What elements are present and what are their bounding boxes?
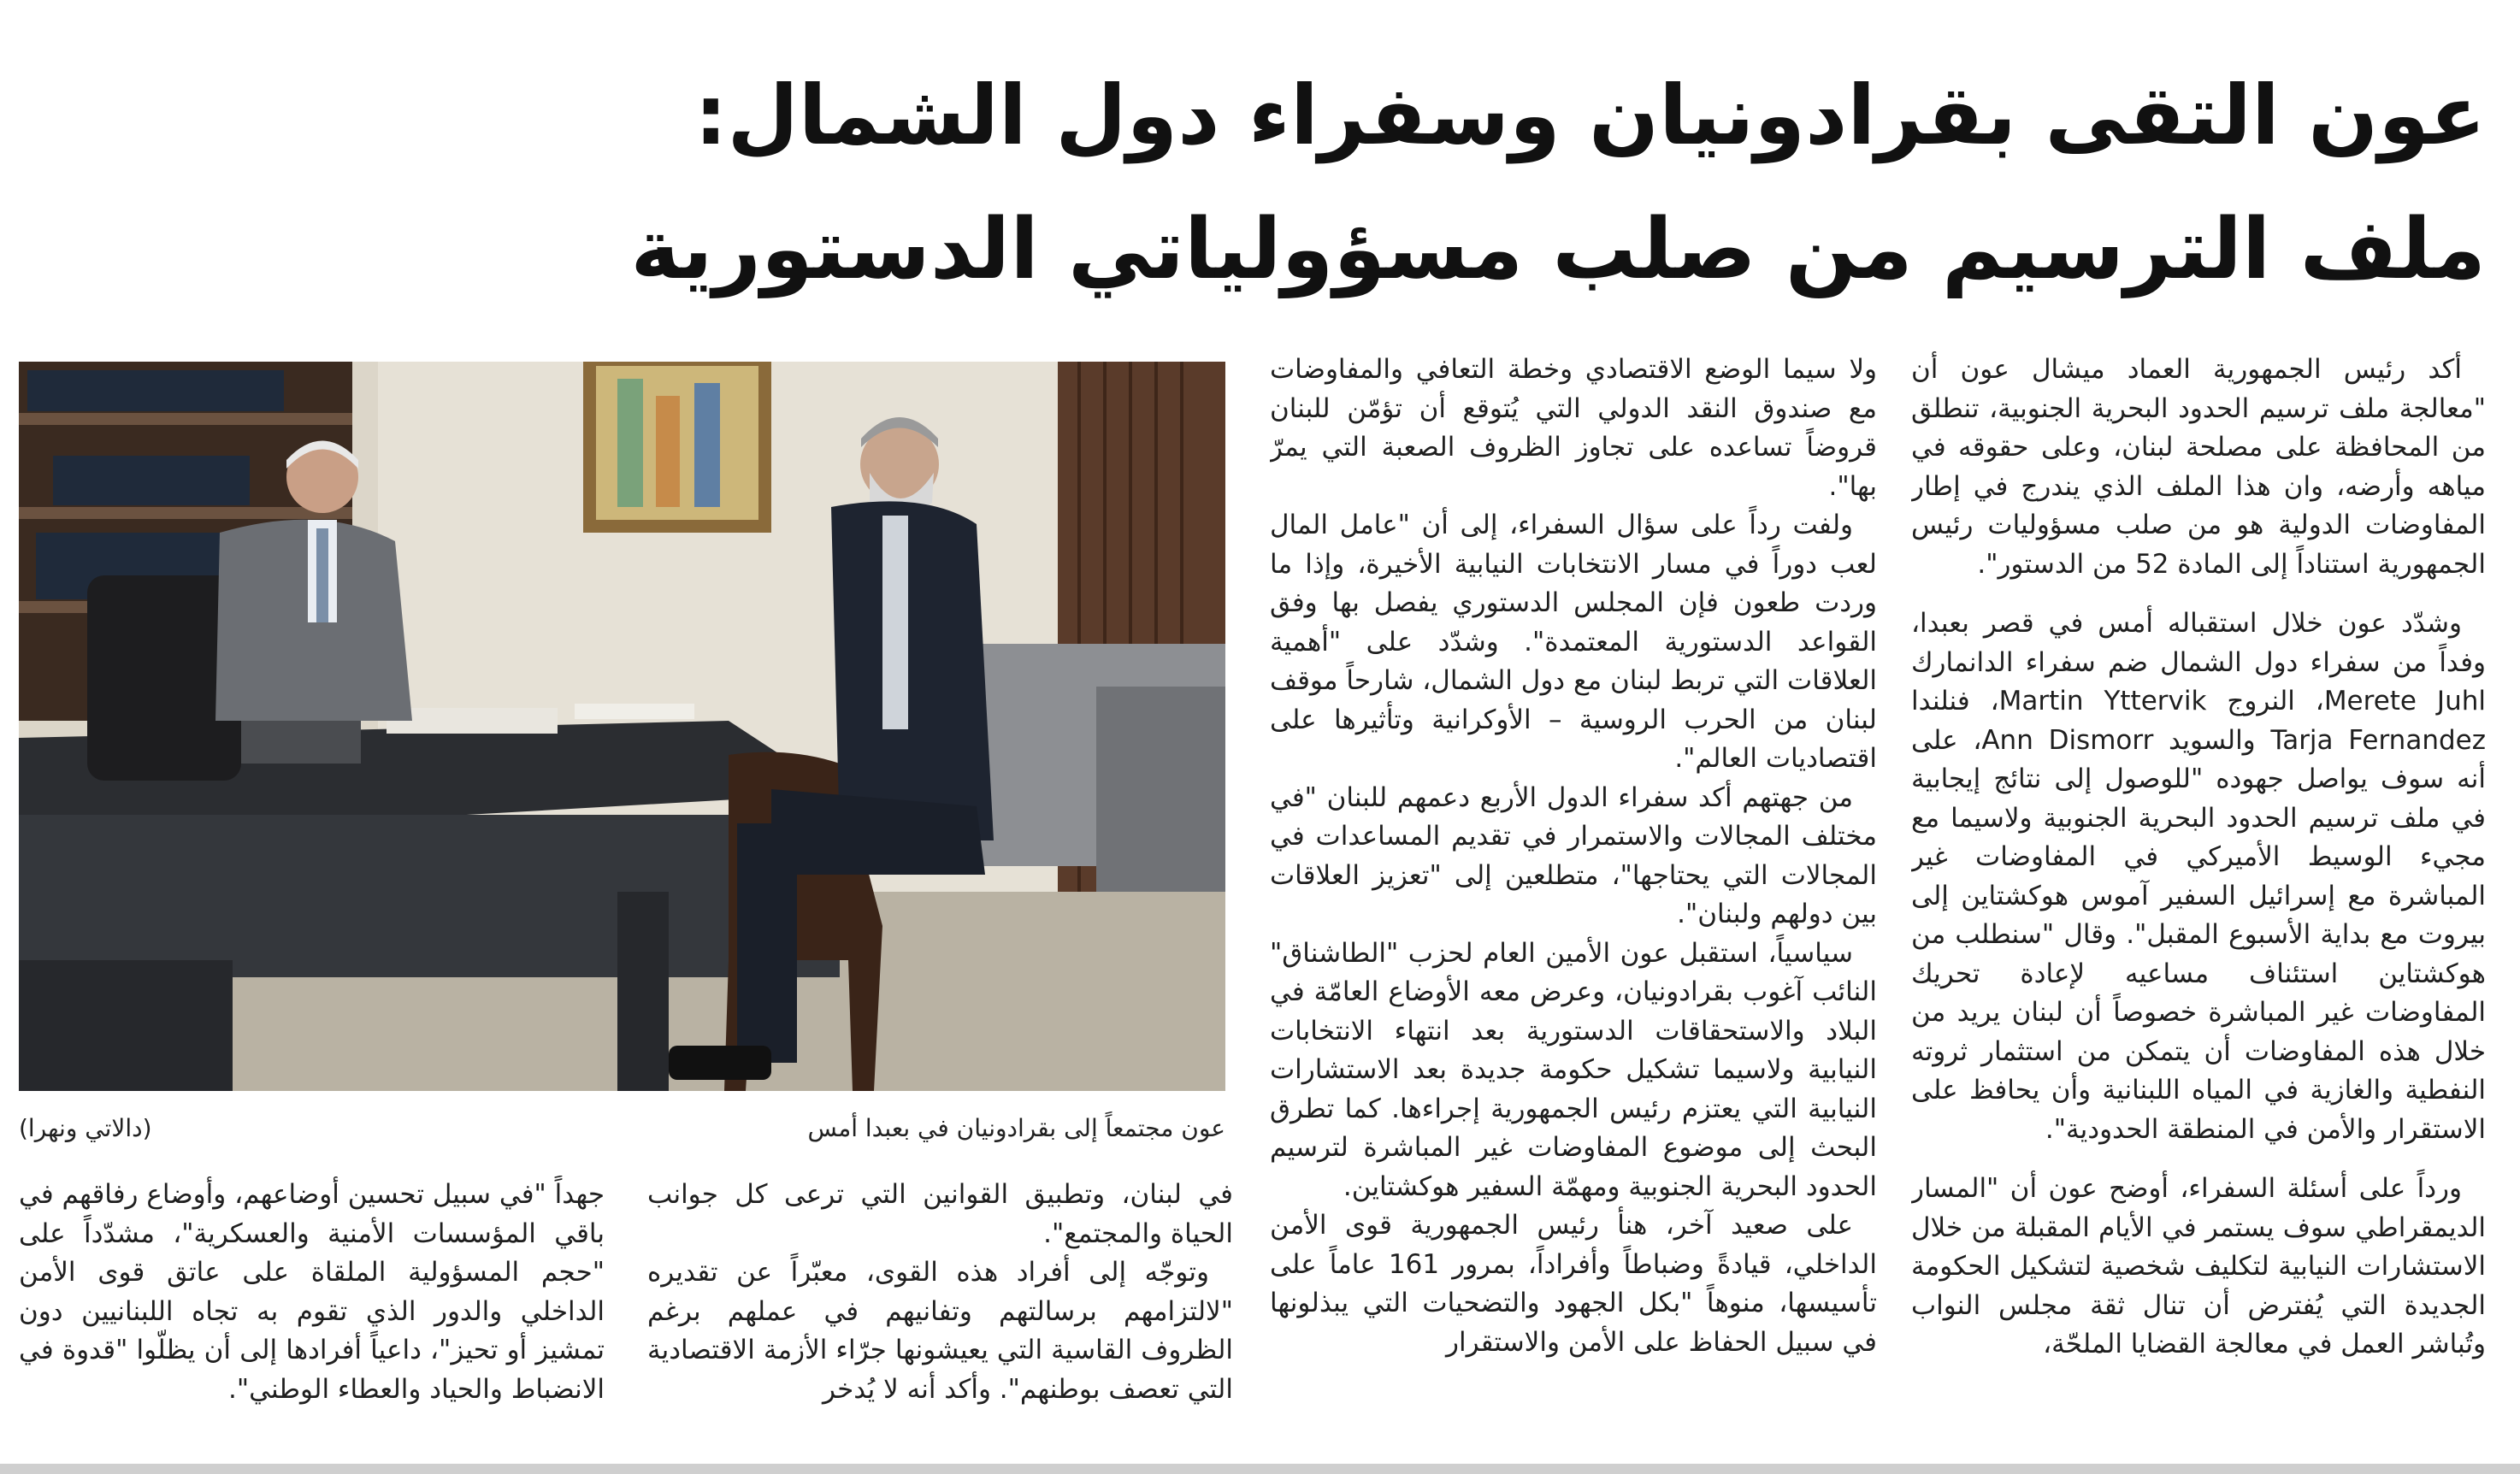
headline-line-2: ملف الترسيم من صلب مسؤولياتي الدستورية xyxy=(630,201,2486,298)
paragraph: سياسياً، استقبل عون الأمين العام لحزب "الطاشناق" النائب آغوب بقرادونيان، وعرض معه الأوضاع العامّة في البلاد والاستحقاقات الدستورية بعد انتهاء الانتخابات النيابية ولاسيما تشكيل حكومة جديدة بعد الاستشارات النيابية التي يعتزم رئيس الجمهورية إجراءها. كما تطرق البحث إلى موضوع المفاوضات غير المباشرة لترسيم الحدود البحرية الجنوبية ومهمّة السفير هوكشتاين. xyxy=(1270,937,1877,1202)
paragraph: في لبنان، وتطبيق القوانين التي ترعى كل جوانب الحياة والمجتمع". xyxy=(647,1179,1233,1249)
article-column-1 xyxy=(1911,351,2486,1411)
photo-meeting-illustration xyxy=(19,362,1225,1091)
article-column-4 xyxy=(19,1176,605,1424)
paragraph: على صعيد آخر، هنأ رئيس الجمهورية قوى الأمن الداخلي، قيادةً وضباطاً وأفراداً، بمرور 161 عاماً على تأسيسها، منوهاً "بكل الجهود والتضحيات التي يبذلونها في سبيل الحفاظ على الأمن والاستقرار xyxy=(1270,1210,1877,1358)
headline-line-1: عون التقى بقرادونيان وسفراء دول الشمال: xyxy=(694,68,2486,163)
photo-caption: عون مجتمعاً إلى بقرادونيان في بعبدا أمس xyxy=(807,1114,1225,1142)
page-bottom-rule xyxy=(0,1464,2520,1474)
paragraph: وتوجّه إلى أفراد هذه القوى، معبّراً عن تقديره "لالتزامهم برسالتهم وتفانيهم في عملهم برغم الظروف القاسية التي يعيشونها جرّاء الأزمة الاقتصادية التي تعصف بوطنهم". وأكد أنه لا يُدخر xyxy=(647,1257,1233,1405)
paragraph: ولفت رداً على سؤال السفراء، إلى أن "عامل المال لعب دوراً في مسار الانتخابات النيابية الأخيرة، وإذا ما وردت طعون فإن المجلس الدستوري يفصل بها وفق القواعد الدستورية المعتمدة". وشدّد على "أهمية العلاقات التي تربط لبنان مع دول الشمال، شارحاً موقف لبنان من الحرب الروسية – الأوكرانية وتأثيرها على اقتصاديات العالم". xyxy=(1270,510,1877,774)
article-column-2 xyxy=(1270,351,1877,1411)
paragraph: ورداً على أسئلة السفراء، أوضح عون أن "المسار الديمقراطي سوف يستمر في الأيام المقبلة من خلال الاستشارات النيابية لتكليف شخصية لتشكيل الحكومة الجديدة التي يُفترض أن تنال ثقة مجلس النواب وتُباشر العمل في معالجة القضايا الملحّة، xyxy=(1911,1173,2486,1359)
photo-credit: (دالاتي ونهرا) xyxy=(19,1114,152,1142)
paragraph: ولا سيما الوضع الاقتصادي وخطة التعافي والمفاوضات مع صندوق النقد الدولي التي يُتوقع أن تؤمّن للبنان قروضاً تساعده على تجاوز الظروف الصعبة التي يمرّ بها". xyxy=(1270,354,1877,502)
paragraph: وشدّد عون خلال استقباله أمس في قصر بعبدا، وفداً من سفراء دول الشمال ضم سفراء الدانمارك Merete Juhl، النروج Martin Yttervik، فنلندا Tarja Fernandez والسويد Ann Dismorr، على أنه سوف يواصل جهوده "للوصول إلى نتائج إيجابية في ملف ترسيم الحدود البحرية الجنوبية ولاسيما مع مجيء الوسيط الأميركي في المفاوضات غير المباشرة مع إسرائيل السفير آموس هوكشتاين إلى بيروت مع بداية الأسبوع المقبل". وقال "سنطلب من هوكشتاين استئناف مساعيه لإعادة تحريك المفاوضات غير المباشرة خصوصاً أن لبنان يريد من خلال هذه المفاوضات أن يتمكن من استثمار ثروته النفطية والغازية في المياه اللبنانية وأن يحافظ على الاستقرار والأمن في المنطقة الحدودية". xyxy=(1911,608,2486,1145)
article-column-3 xyxy=(647,1176,1233,1424)
news-photo xyxy=(19,362,1225,1091)
paragraph: أكد رئيس الجمهورية العماد ميشال عون أن "معالجة ملف ترسيم الحدود البحرية الجنوبية، تنطلق من المحافظة على مصلحة لبنان، وعلى حقوقه في مياهه وأرضه، وان هذا الملف الذي يندرج في إطار المفاوضات الدولية هو من صلب مسؤوليات رئيس الجمهورية استناداً إلى المادة 52 من الدستور". xyxy=(1911,354,2486,580)
paragraph: جهداً "في سبيل تحسين أوضاعهم، وأوضاع رفاقهم في باقي المؤسسات الأمنية والعسكرية"، مشدّداً على "حجم المسؤولية الملقاة على عاتق قوى الأمن الداخلي والدور الذي تقوم به تجاه اللبنانيين دون تمشيز أو تحيز"، داعياً أفرادها إلى أن يظلّوا "قدوة في الانضباط والحياد والعطاء الوطني". xyxy=(19,1179,605,1405)
paragraph: من جهتهم أكد سفراء الدول الأربع دعمهم للبنان "في مختلف المجالات والاستمرار في تقديم المساعدات في المجالات التي يحتاجها"، متطلعين إلى "تعزيز العلاقات بين دولهم ولبنان". xyxy=(1270,781,1877,929)
